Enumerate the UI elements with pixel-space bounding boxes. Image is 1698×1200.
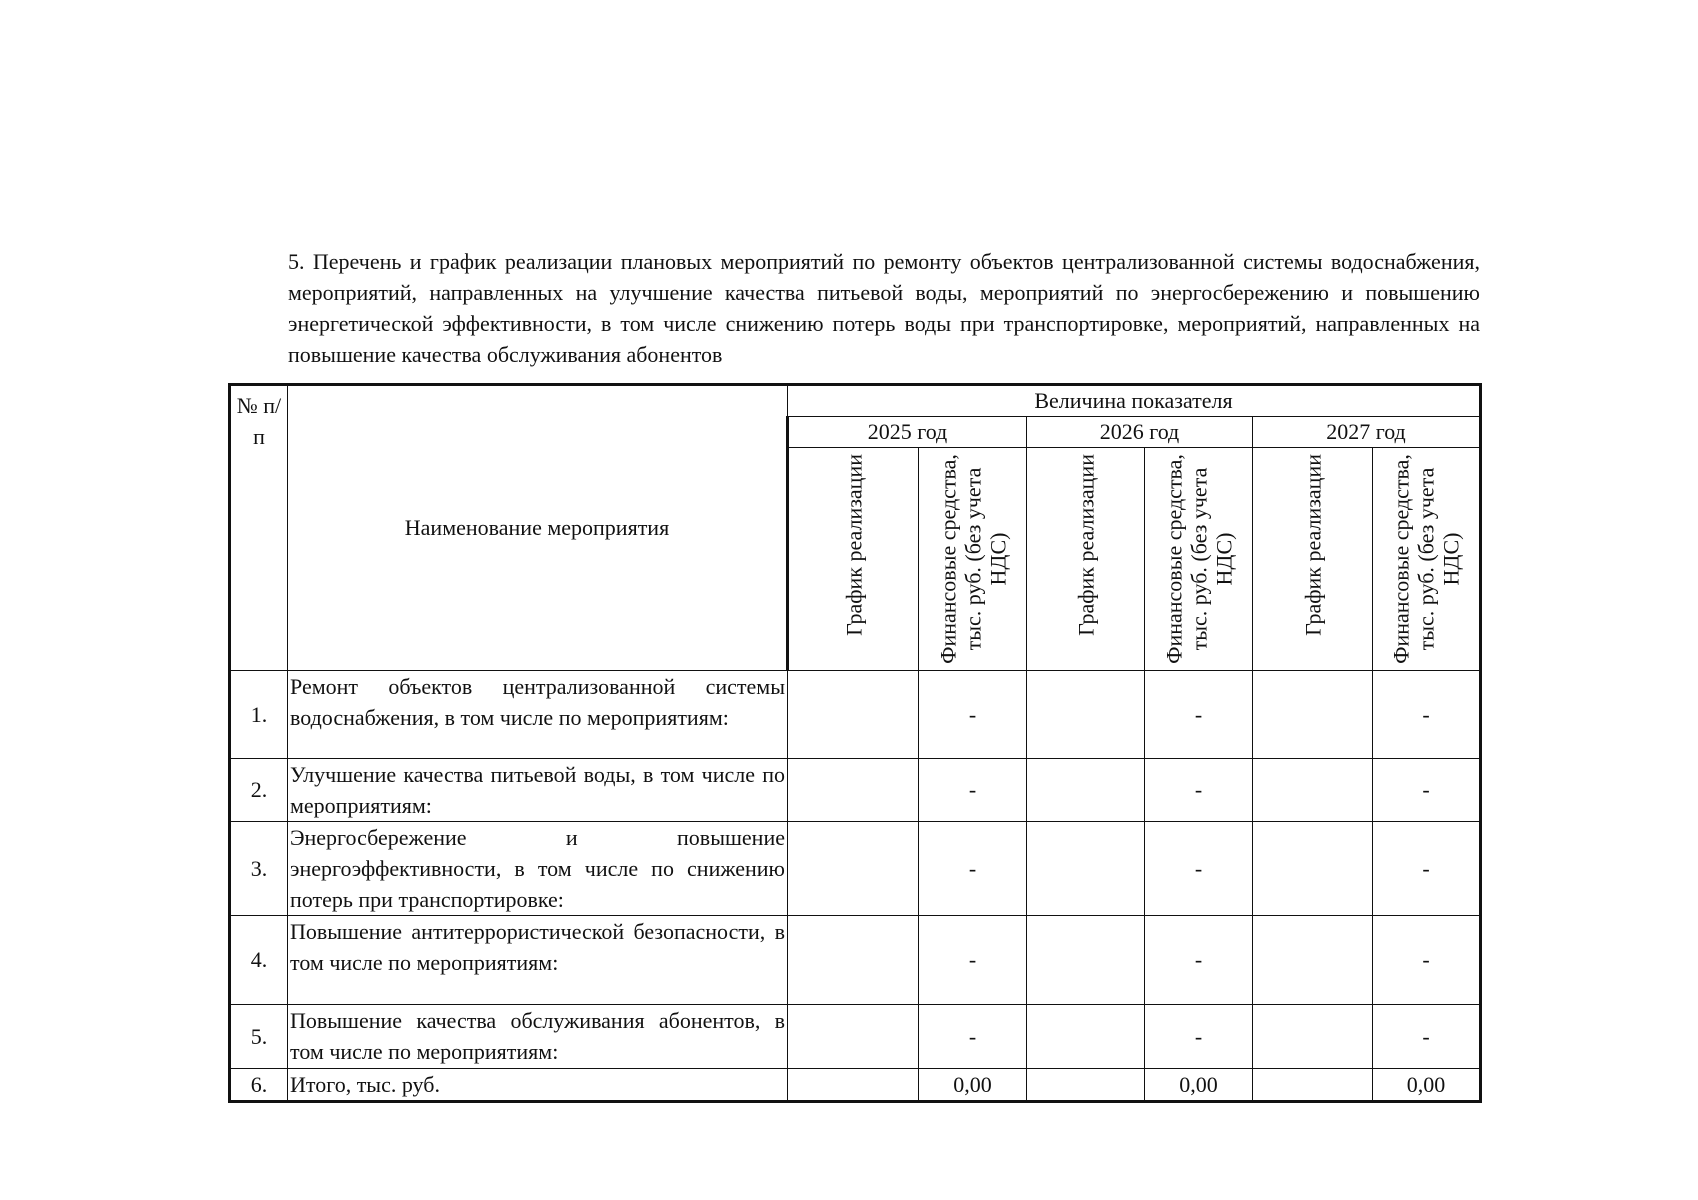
section-heading: 5. Перечень и график реализации плановых мероприятий по ремонту объектов централизованной системы водоснабжения, мероприятий, направленных на улучшение качества питьевой воды, мероприятий по энергосбережению и повышению энергетической эффективности, в том числе снижению потерь воды при транспортировке, мероприятий, направленных на повышение качества обслуживания абонентов xyxy=(288,249,1480,367)
cell-schedule-2026 xyxy=(1027,1005,1145,1069)
cell-schedule-2027 xyxy=(1253,916,1373,1005)
row-number: 6. xyxy=(230,1069,288,1102)
cell-schedule-2027 xyxy=(1253,1005,1373,1069)
subheader-finance-2027 xyxy=(1373,448,1481,671)
subheader-finance-2026 xyxy=(1145,448,1253,671)
subheader-schedule-2027 xyxy=(1253,448,1373,671)
cell-schedule-2026 xyxy=(1027,1069,1145,1102)
cell-schedule-2026 xyxy=(1027,759,1145,822)
cell-finance-2026: 0,00 xyxy=(1145,1069,1253,1102)
row-number: 2. xyxy=(230,759,288,822)
subheader-finance-2026-text: Финансовые средства, тыс. руб. (без учета НДС) xyxy=(1161,454,1236,664)
cell-schedule-2027 xyxy=(1253,822,1373,916)
column-header-number: № п/п xyxy=(230,385,288,671)
cell-schedule-2027 xyxy=(1253,759,1373,822)
cell-finance-2026: - xyxy=(1145,822,1253,916)
cell-finance-2027: 0,00 xyxy=(1373,1069,1481,1102)
cell-finance-2025: - xyxy=(919,759,1027,822)
row-name: Улучшение качества питьевой воды, в том числе по мероприятиям: xyxy=(288,759,788,822)
cell-finance-2025: - xyxy=(919,671,1027,759)
subheader-schedule-2027-text: График реализации xyxy=(1300,454,1325,636)
subheader-schedule-2025 xyxy=(788,448,919,671)
subheader-schedule-2026-text: График реализации xyxy=(1073,454,1098,636)
cell-schedule-2027 xyxy=(1253,671,1373,759)
row-name: Повышение качества обслуживания абонентов, в том числе по мероприятиям: xyxy=(288,1005,788,1069)
cell-finance-2026: - xyxy=(1145,1005,1253,1069)
cell-schedule-2025 xyxy=(788,1069,919,1102)
cell-finance-2026: - xyxy=(1145,671,1253,759)
cell-finance-2025: - xyxy=(919,916,1027,1005)
cell-schedule-2026 xyxy=(1027,822,1145,916)
table-row-total xyxy=(230,1069,1481,1102)
cell-schedule-2027 xyxy=(1253,1069,1373,1102)
table-row xyxy=(230,822,1481,916)
cell-finance-2027: - xyxy=(1373,916,1481,1005)
subheader-schedule-2025-text: График реализации xyxy=(841,454,866,636)
cell-schedule-2025 xyxy=(788,671,919,759)
cell-schedule-2026 xyxy=(1027,916,1145,1005)
subheader-finance-2027-text: Финансовые средства, тыс. руб. (без учета НДС) xyxy=(1388,454,1464,664)
table-row xyxy=(230,1005,1481,1069)
cell-schedule-2025 xyxy=(788,759,919,822)
year-header-2027: 2027 год xyxy=(1253,417,1481,448)
cell-schedule-2026 xyxy=(1027,671,1145,759)
cell-schedule-2025 xyxy=(788,916,919,1005)
row-number: 4. xyxy=(230,916,288,1005)
row-name: Повышение антитеррористической безопасности, в том числе по мероприятиям: xyxy=(288,916,788,1005)
measures-table xyxy=(228,383,1482,1103)
column-header-name: Наименование мероприятия xyxy=(288,385,788,671)
row-number: 3. xyxy=(230,822,288,916)
row-name: Энергосбережение и повышение энергоэффективности, в том числе по снижению потерь при транспортировке: xyxy=(288,822,788,916)
cell-schedule-2025 xyxy=(788,822,919,916)
cell-finance-2027: - xyxy=(1373,822,1481,916)
subheader-finance-2025 xyxy=(919,448,1027,671)
cell-finance-2025: - xyxy=(919,1005,1027,1069)
cell-finance-2026: - xyxy=(1145,916,1253,1005)
row-number: 1. xyxy=(230,671,288,759)
year-header-2026: 2026 год xyxy=(1027,417,1253,448)
cell-finance-2025: - xyxy=(919,822,1027,916)
cell-finance-2027: - xyxy=(1373,759,1481,822)
row-name: Итого, тыс. руб. xyxy=(288,1069,788,1102)
row-number: 5. xyxy=(230,1005,288,1069)
cell-finance-2027: - xyxy=(1373,671,1481,759)
column-header-indicator: Величина показателя xyxy=(788,385,1481,417)
cell-finance-2026: - xyxy=(1145,759,1253,822)
row-name: Ремонт объектов централизованной системы водоснабжения, в том числе по мероприятиям: xyxy=(288,671,788,759)
year-header-2025: 2025 год xyxy=(788,417,1027,448)
cell-schedule-2025 xyxy=(788,1005,919,1069)
cell-finance-2027: - xyxy=(1373,1005,1481,1069)
subheader-schedule-2026 xyxy=(1027,448,1145,671)
table-row xyxy=(230,916,1481,1005)
table-row xyxy=(230,759,1481,822)
table-row xyxy=(230,671,1481,759)
subheader-finance-2025-text: Финансовые средства, тыс. руб. (без учета НДС) xyxy=(935,454,1010,664)
cell-finance-2025: 0,00 xyxy=(919,1069,1027,1102)
